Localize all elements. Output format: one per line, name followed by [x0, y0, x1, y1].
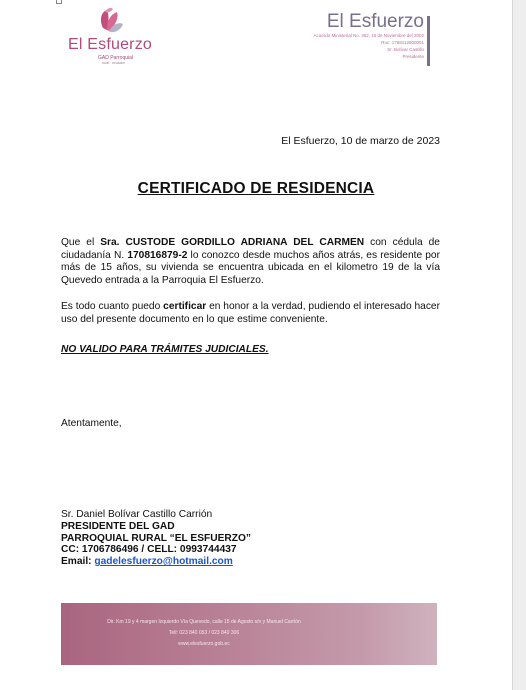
signer-phones: CC: 1706786496 / CELL: 0993744437 — [61, 544, 237, 556]
header-line: Sr. Bolívar Castillo — [387, 47, 424, 52]
vertical-scrollbar[interactable] — [512, 0, 526, 690]
text-run: en honor a la verdad, pudiendo el interesado hacer uso del presente documento en lo que estime conveniente. — [61, 301, 440, 325]
footer-band — [61, 603, 437, 665]
id-number: 170816879-2 — [127, 249, 188, 261]
footer-address: Dir. Km 19 y 4 margen Izquierdo Vía Quevedo, calle 15 de Agosto s/n y Manuel Carrión — [107, 619, 301, 625]
signer-role: PRESIDENTE DEL GAD — [61, 520, 175, 532]
document-date: El Esfuerzo, 10 de marzo de 2023 — [281, 135, 440, 147]
gad-logo — [60, 6, 160, 68]
bold-word: certificar — [163, 301, 207, 312]
footer-website: www.elesfuerzo.gob.ec — [178, 641, 230, 647]
logo-name: El Esfuerzo — [68, 36, 153, 53]
paragraph-certify — [61, 301, 440, 326]
signature-block — [61, 509, 251, 568]
footer-phone: Telf: 023 840 053 / 023 840 306 — [168, 630, 240, 636]
text-run: con cédula de ciudadanía N. — [61, 237, 440, 261]
signer-organization: PARROQUIAL RURAL “EL ESFUERZO” — [61, 532, 251, 544]
header-line: Presidente — [402, 54, 424, 59]
flower-logo-icon — [95, 6, 125, 36]
closing-text: Atentamente, — [61, 418, 122, 429]
legal-notice: NO VALIDO PARA TRÁMITES JUDICIALES. — [61, 344, 269, 355]
email-link[interactable]: gadelesfuerzo@hotmail.com — [94, 556, 233, 568]
header-info — [313, 12, 424, 60]
text-run: Que el — [61, 237, 101, 248]
header-divider — [427, 16, 430, 66]
footer-text — [61, 617, 347, 650]
text-run: lo conozco desde muchos años atrás, es residente por más de 15 años, su vivienda se encuentra ubicada en el kilometro 19 de la vía Quevedo entrada a la Parroquia El Esfuerzo. — [61, 249, 440, 286]
logo-tagline: rural · ecuador — [102, 61, 125, 65]
header-title: El Esfuerzo — [326, 11, 424, 32]
logo-subtitle: GAD Parroquial — [98, 55, 134, 61]
email-label: Email: — [61, 556, 95, 568]
document-title: CERTIFICADO DE RESIDENCIA — [137, 180, 375, 197]
text-run: Es todo cuanto puedo — [61, 301, 164, 312]
header-line: Acuerdo Ministerial No. 352, 15 de Noviembre del 2002 — [313, 33, 424, 38]
cursor-marker — [56, 0, 62, 4]
paragraph-residence — [61, 237, 440, 287]
resident-name: Sra. CUSTODE GORDILLO ADRIANA DEL CARMEN — [100, 237, 365, 248]
signer-name: Sr. Daniel Bolívar Castillo Carrión — [61, 509, 213, 520]
signer-email-row — [61, 556, 251, 568]
header-line: Ruc: 1768112800001 — [381, 40, 424, 45]
